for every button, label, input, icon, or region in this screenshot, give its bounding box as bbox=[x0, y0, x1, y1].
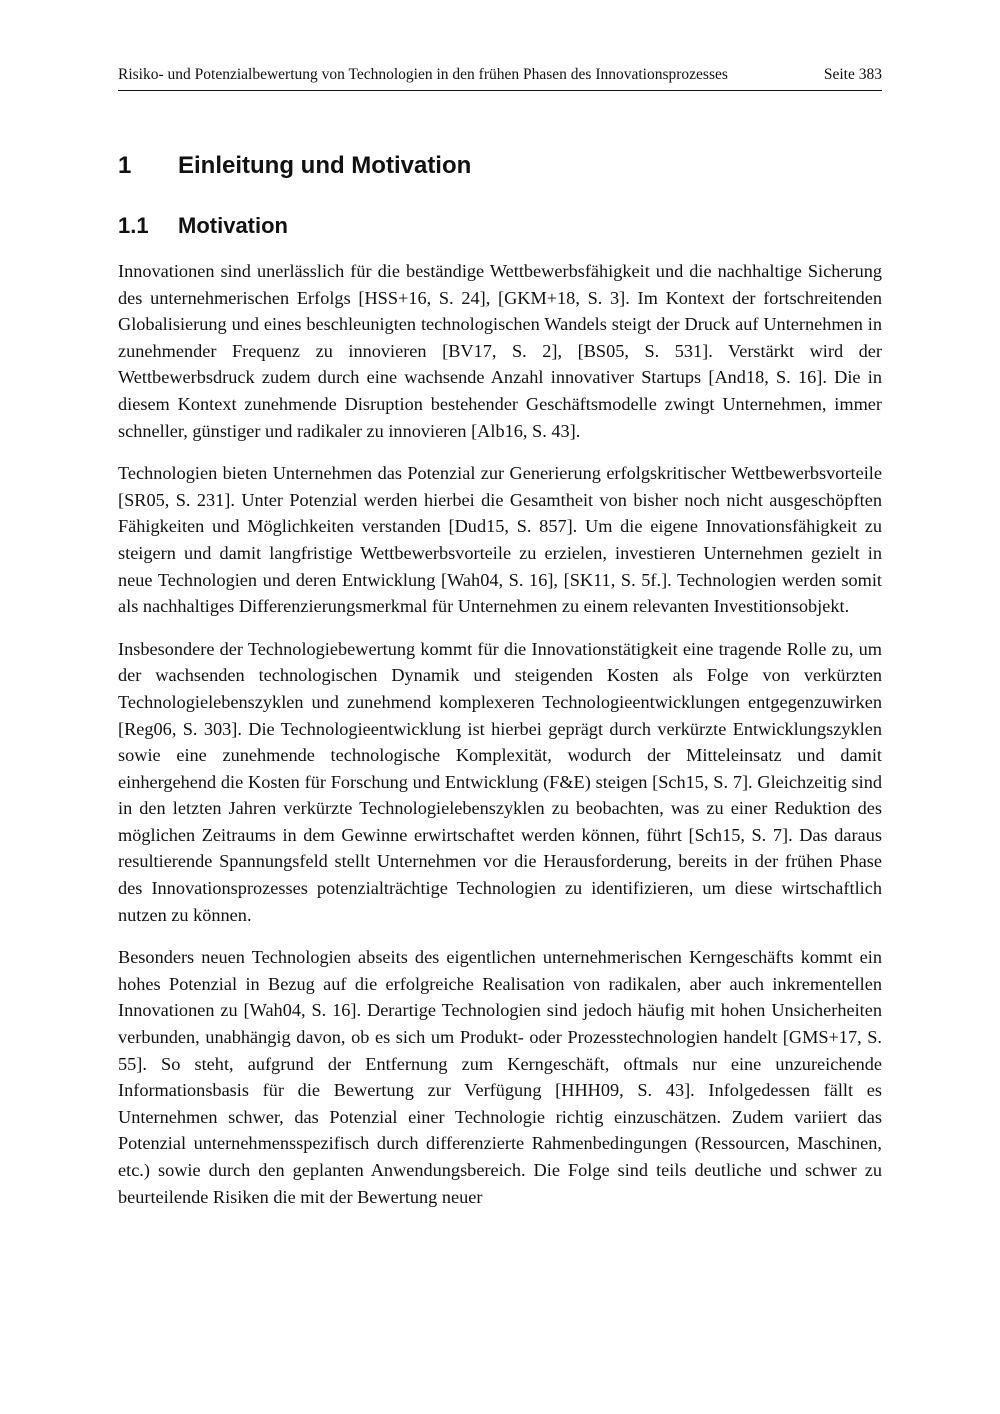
paragraph-2: Technologien bieten Unternehmen das Potenzial zur Generierung erfolgskritischer Wettbewerbsvorteile [SR05, S. 231]. Unter Potenzial werden hierbei die Gesamtheit von bisher noch nicht ausgeschöpften Fähigkeiten und Möglichkeiten verstanden [Dud15, S. 857]. Um die eigene Innovationsfähigkeit zu steigern und damit langfristige Wettbewerbsvorteile zu erzielen, investieren Unternehmen gezielt in neue Technologien und deren Entwicklung [Wah04, S. 16], [SK11, S. 5f.]. Technologien werden somit als nachhaltiges Differenzierungsmerkmal für Unternehmen zu einem relevanten Investitionsobjekt. bbox=[118, 463, 882, 617]
subsection-title: Motivation bbox=[178, 213, 288, 238]
paragraph-4: Besonders neuen Technologien abseits des eigentlichen unternehmerischen Kerngeschäfts kommt ein hohes Potenzial in Bezug auf die erfolgreiche Realisation von radikalen, aber auch inkrementellen Innovationen zu [Wah04, S. 16]. Derartige Technologien sind jedoch häufig mit hohen Unsicherheiten verbunden, unabhängig davon, ob es sich um Produkt- oder Prozesstechnologien handelt [GMS+17, S. 55]. So steht, aufgrund der Entfernung zum Kerngeschäft, oftmals nur eine unzureichende Informationsbasis für die Bewertung zur Verfügung [HHH09, S. 43]. Infolgedessen fällt es Unternehmen schwer, das Potenzial einer Technologie richtig einzuschätzen. Zudem variiert das Potenzial unternehmensspezifisch durch differenzierte Rahmenbedingungen (Ressourcen, Maschinen, etc.) sowie durch den geplanten Anwendungsbereich. Die Folge sind teils deutliche und schwer zu beurteilende Risiken die mit der Bewertung neuer bbox=[118, 947, 882, 1207]
paragraph-1: Innovationen sind unerlässlich für die beständige Wettbewerbsfähigkeit und die nachhaltige Sicherung des unternehmerischen Erfolgs [HSS+16, S. 24], [GKM+18, S. 3]. Im Kontext der fortschreitenden Globalisierung und eines beschleunigten technologischen Wandels steigt der Druck auf Unternehmen in zunehmender Frequenz zu innovieren [BV17, S. 2], [BS05, S. 531]. Verstärkt wird der Wettbewerbsdruck zudem durch eine wachsende Anzahl innovativer Startups [And18, S. 16]. Die in diesem Kontext zunehmende Disruption bestehender Geschäftsmodelle zwingt Unternehmen, immer schneller, günstiger und radikaler zu innovieren [Alb16, S. 43]. bbox=[118, 261, 882, 441]
section-heading bbox=[118, 146, 882, 186]
page-number: Seite 383 bbox=[823, 66, 882, 83]
running-header bbox=[118, 64, 882, 91]
page-body bbox=[118, 146, 882, 1226]
section-number: 1 bbox=[118, 152, 132, 179]
paragraph-3: Insbesondere der Technologiebewertung kommt für die Innovationstätigkeit eine tragende Rolle zu, um der wachsenden technologischen Dynamik und steigenden Kosten als Folge von verkürzten Technologielebenszyklen und zunehmend komplexeren Technologieentwicklungen entgegenzuwirken [Reg06, S. 303]. Die Technologieentwicklung ist hierbei geprägt durch verkürzte Entwicklungszyklen sowie eine zunehmende technologische Komplexität, wodurch der Mitteleinsatz und damit einhergehend die Kosten für Forschung und Entwicklung (F&E) steigen [Sch15, S. 7]. Gleichzeitig sind in den letzten Jahren verkürzte Technologielebenszyklen zu beobachten, was zu einer Reduktion des möglichen Zeitraums in dem Gewinne erwirtschaftet werden können, führt [Sch15, S. 7]. Das daraus resultierende Spannungsfeld stellt Unternehmen vor die Herausforderung, bereits in der frühen Phase des Innovationsprozesses potenzialträchtige Technologien zu identifizieren, um diese wirtschaftlich nutzen zu können. bbox=[118, 638, 882, 925]
subsection-number: 1.1 bbox=[118, 213, 149, 238]
running-title: Risiko- und Potenzialbewertung von Technologien in den frühen Phasen des Innovationsprozesses bbox=[118, 66, 728, 83]
subsection-heading bbox=[118, 208, 882, 244]
section-title: Einleitung und Motivation bbox=[178, 152, 472, 179]
